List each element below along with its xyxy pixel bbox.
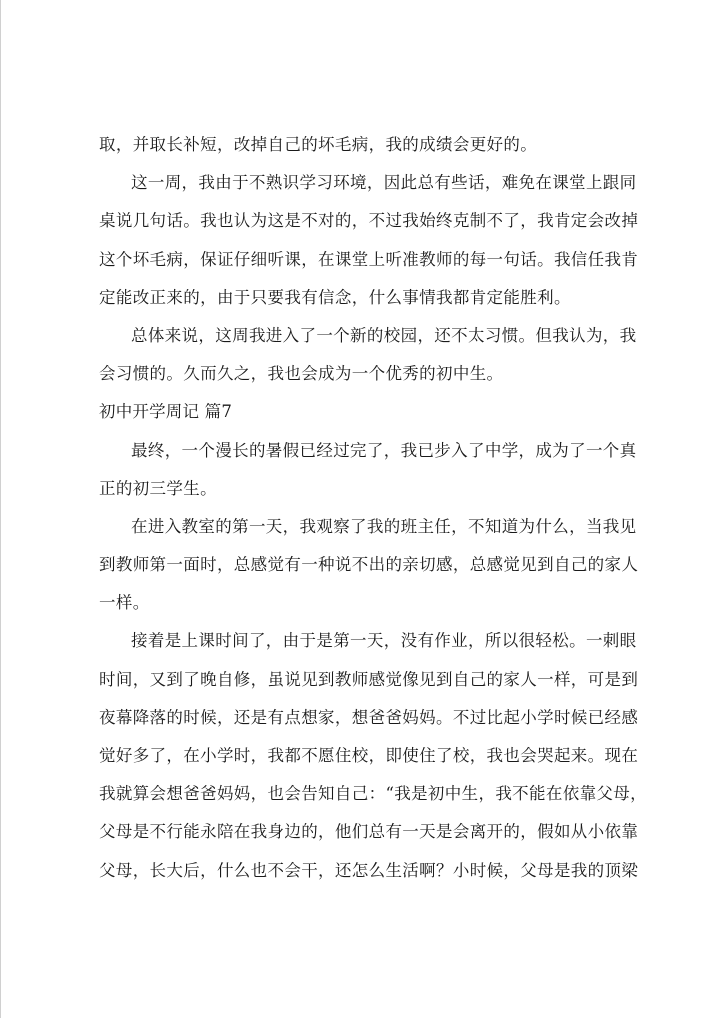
text-line-3: 桌说几句话。我也认为这是不对的，不过我始终克制不了，我肯定会改掉	[99, 211, 639, 231]
text-line-15: 时间，又到了晚自修，虽说见到教师感觉像见到自己的家人一样，可是到	[99, 669, 639, 689]
text-line-10: 正的初三学生。	[99, 478, 217, 498]
text-line-2: 这一周，我由于不熟识学习环境，因此总有些话，难免在课堂上跟同	[131, 173, 637, 193]
text-line-1: 取，并取长补短，改掉自己的坏毛病，我的成绩会更好的。	[99, 135, 538, 154]
text-line-17: 觉好多了，在小学时，我都不愿住校，即使住了校，我也会哭起来。现在	[99, 746, 639, 765]
text-line-20: 父母，长大后，什么也不会干，还怎么生活啊？小时候，父母是我的顶梁	[99, 860, 639, 880]
text-line-12: 到教师第一面时，总感觉有一种说不出的亲切感，总感觉见到自己的家人	[99, 555, 639, 575]
text-line-13: 一样。	[99, 593, 150, 613]
document-body	[99, 126, 647, 890]
text-line-11: 在进入教室的第一天，我观察了我的班主任，不知道为什么，当我见	[131, 516, 637, 536]
text-line-16: 夜幕降落的时候，还是有点想家，想爸爸妈妈。不过比起小学时候已经感	[99, 707, 639, 727]
text-line-14: 接着是上课时间了，由于是第一天，没有作业，所以很轻松。一刺眼	[131, 631, 637, 651]
text-line-5: 定能改正来的，由于只要我有信念，什么事情我都肯定能胜利。	[99, 287, 571, 307]
section-heading: 初中开学周记 篇7	[99, 402, 233, 422]
text-line-6: 总体来说，这周我进入了一个新的校园，还不太习惯。但我认为，我	[131, 325, 637, 345]
text-line-19: 父母是不行能永陪在我身边的，他们总有一天是会离开的，假如从小依靠	[99, 822, 639, 842]
text-line-18: 我就算会想爸爸妈妈，也会告知自己：“我是初中生，我不能在依靠父母，	[99, 784, 647, 804]
text-line-9: 最终，一个漫长的暑假已经过完了，我已步入了中学，成为了一个真	[131, 440, 637, 460]
text-line-4: 这个坏毛病，保证仔细听课，在课堂上听准教师的每一句话。我信任我肯	[99, 249, 639, 269]
text-line-7: 会习惯的。久而久之，我也会成为一个优秀的初中生。	[99, 364, 504, 384]
